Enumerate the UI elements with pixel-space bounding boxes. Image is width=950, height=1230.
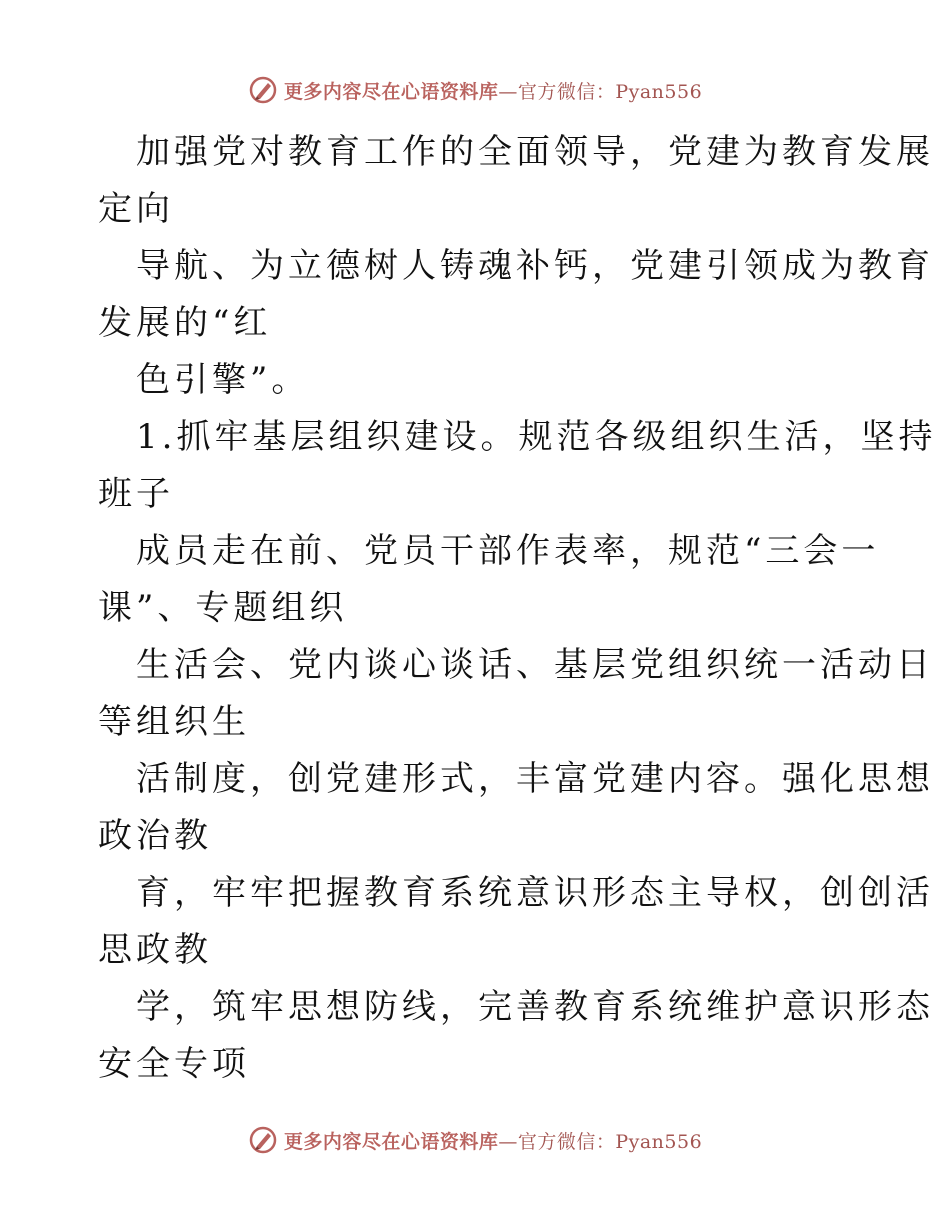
watermark-brand: 更多内容尽在心语资料库 <box>283 80 499 103</box>
text-line: 定向 <box>98 189 174 229</box>
watermark-contact: —官方微信：Pyan556 <box>498 80 703 103</box>
text-line: 育，牢牢把握教育系统意识形态主导权，创创活 <box>136 873 934 913</box>
text-line: 课”、专题组织 <box>98 588 348 628</box>
text-line: 政治教 <box>98 816 212 856</box>
text-line: 导航、为立德树人铸魂补钙，党建引领成为教育 <box>136 246 934 286</box>
text-line: 学，筑牢思想防线，完善教育系统维护意识形态 <box>136 987 934 1027</box>
pen-logo-icon <box>248 1125 278 1155</box>
text-line: 生活会、党内谈心谈话、基层党组织统一活动日 <box>136 645 934 685</box>
text-line: 成员走在前、党员干部作表率，规范“三会一 <box>136 531 880 571</box>
document-body <box>98 124 937 1093</box>
text-line: 等组织生 <box>98 702 250 742</box>
text-line: 发展的“红 <box>98 303 272 343</box>
text-line: 思政教 <box>98 930 212 970</box>
text-line: 加强党对教育工作的全面领导，党建为教育发展 <box>136 132 934 172</box>
watermark-text <box>284 77 702 104</box>
pen-logo-icon <box>248 75 278 105</box>
watermark-brand: 更多内容尽在心语资料库 <box>283 1130 499 1153</box>
text-line: 色引擎”。 <box>136 360 310 400</box>
footer-watermark <box>0 1120 950 1160</box>
watermark-text <box>284 1127 702 1154</box>
text-line: 活制度，创党建形式，丰富党建内容。强化思想 <box>136 759 934 799</box>
text-line: 安全专项 <box>98 1044 250 1084</box>
header-watermark <box>0 70 950 110</box>
watermark-contact: —官方微信：Pyan556 <box>498 1130 703 1153</box>
text-line: 1.抓牢基层组织建设。规范各级组织生活，坚持 <box>136 417 937 457</box>
text-line: 班子 <box>98 474 174 514</box>
